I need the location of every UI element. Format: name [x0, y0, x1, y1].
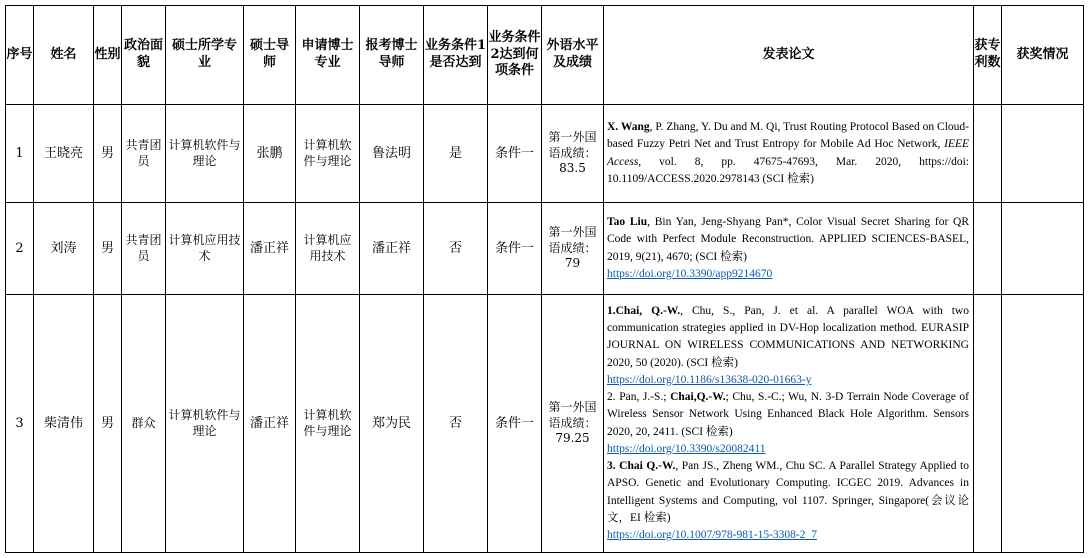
cell-gender: 男 [94, 295, 122, 553]
cell-cond2: 条件一 [488, 105, 542, 203]
cell-name: 柴清伟 [34, 295, 94, 553]
cell-cond2: 条件一 [488, 295, 542, 553]
cell-phd-major: 计算机应用技术 [296, 203, 360, 295]
cell-lang: 第一外国语成绩：83.5 [542, 105, 604, 203]
header-name: 姓名 [34, 6, 94, 105]
table-row [6, 105, 1084, 203]
cell-master-major: 计算机软件与理论 [166, 295, 244, 553]
cell-master-advisor: 张鹏 [244, 105, 296, 203]
cell-paper [604, 295, 974, 553]
cell-awards [1002, 295, 1084, 553]
cell-master-advisor: 潘正祥 [244, 203, 296, 295]
doi-link[interactable]: https://doi.org/10.3390/app9214670 [607, 267, 773, 280]
paper-tail: , vol. 8, pp. 47675-47693, Mar. 2020, https://doi: 10.1109/ACCESS.2020.2978143 (SCI 检索) [607, 155, 969, 185]
header-cond1: 业务条件1是否达到 [424, 6, 488, 105]
paper-author: 3. Chai Q.-W. [607, 460, 676, 472]
cell-patents [974, 105, 1002, 203]
header-lang: 外语水平及成绩 [542, 6, 604, 105]
cell-phd-major: 计算机软件与理论 [296, 105, 360, 203]
paper-pre: 2. Pan, J.-S.; [607, 391, 671, 403]
paper-text: , Chu, S., Pan, J. et al. A parallel WOA with two communication strategies applied in DV-Hop localization method. EURASIP JOURNAL ON WIRELESS COMMUNICATIONS AND NETWORKING 2020, 50 (2020). (SCI 检索) [607, 304, 969, 369]
doi-link[interactable]: https://doi.org/10.1186/s13638-020-01663-y [607, 373, 812, 386]
header-no: 序号 [6, 6, 34, 105]
cell-paper [604, 105, 974, 203]
cell-master-advisor: 潘正祥 [244, 295, 296, 553]
table-row [6, 203, 1084, 295]
cell-politics: 群众 [122, 295, 166, 553]
cell-cond2: 条件一 [488, 203, 542, 295]
paper-entry [607, 389, 969, 458]
header-politics: 政治面貌 [122, 6, 166, 105]
cell-cond1: 否 [424, 203, 488, 295]
cell-no: 3 [6, 295, 34, 553]
doi-link[interactable]: https://doi.org/10.1007/978-981-15-3308-2_7 [607, 529, 817, 541]
header-gender: 性别 [94, 6, 122, 105]
header-phd-advisor: 报考博士导师 [360, 6, 424, 105]
table-row [6, 295, 1084, 553]
paper-text: ; Chu, S.-C.; Wu, N. 3-D Terrain Node Coverage of Wireless Sensor Network Using Enhanced Black Hole Algorithm. Sensors 2020, 20, 2411. (SCI 检索) [607, 391, 969, 438]
cell-patents [974, 203, 1002, 295]
paper-text: , Bin Yan, Jeng-Shyang Pan*, Color Visual Secret Sharing for QR Code with Perfect Module Reconstruction. APPLIED SCIENCES-BASEL, 2019, 9(21), 4670; (SCI 检索) [607, 216, 969, 263]
paper-author: X. Wang [607, 121, 650, 133]
cell-lang: 第一外国语成绩：79.25 [542, 295, 604, 553]
cell-cond1: 是 [424, 105, 488, 203]
paper-author: Tao Liu [607, 216, 648, 228]
cell-phd-advisor: 鲁法明 [360, 105, 424, 203]
cell-patents [974, 295, 1002, 553]
header-patents: 获专利数 [974, 6, 1002, 105]
header-master-major: 硕士所学专业 [166, 6, 244, 105]
cell-lang: 第一外国语成绩：79 [542, 203, 604, 295]
cell-phd-advisor: 潘正祥 [360, 203, 424, 295]
cell-phd-major: 计算机软件与理论 [296, 295, 360, 553]
cell-name: 王晓亮 [34, 105, 94, 203]
cell-politics: 共青团员 [122, 203, 166, 295]
cell-phd-advisor: 郑为民 [360, 295, 424, 553]
header-phd-major: 申请博士专业 [296, 6, 360, 105]
doi-link[interactable]: https://doi.org/10.3390/s20082411 [607, 442, 766, 455]
header-row [6, 6, 1084, 105]
cell-gender: 男 [94, 105, 122, 203]
paper-author: 1.Chai, Q.-W. [607, 304, 681, 317]
paper-entry [607, 458, 969, 544]
cell-no: 2 [6, 203, 34, 295]
cell-awards [1002, 203, 1084, 295]
cell-name: 刘涛 [34, 203, 94, 295]
cell-cond1: 否 [424, 295, 488, 553]
cell-gender: 男 [94, 203, 122, 295]
cell-no: 1 [6, 105, 34, 203]
cell-master-major: 计算机应用技术 [166, 203, 244, 295]
paper-author: Chai,Q.-W. [670, 391, 726, 403]
header-awards: 获奖情况 [1002, 6, 1084, 105]
header-cond2: 业务条件2达到何项条件 [488, 6, 542, 105]
header-papers: 发表论文 [604, 6, 974, 105]
applicant-table [5, 5, 1084, 553]
header-master-advisor: 硕士导师 [244, 6, 296, 105]
cell-master-major: 计算机软件与理论 [166, 105, 244, 203]
cell-paper [604, 203, 974, 295]
cell-awards [1002, 105, 1084, 203]
paper-entry [607, 303, 969, 389]
paper-text: , Pan JS., Zheng WM., Chu SC. A Parallel Strategy Applied to APSO. Genetic and Evolutionary Computing. ICGEC 2019. Advances in Intelligent Systems and Computing, vol 1107. Springer, Singapore(会议论文，EI 检索) [607, 460, 969, 524]
cell-politics: 共青团员 [122, 105, 166, 203]
paper-text: , P. Zhang, Y. Du and M. Qi, Trust Routing Protocol Based on Cloud-based Fuzzy Petri Net and Trust Entropy for Mobile Ad Hoc Network, [607, 121, 970, 151]
paper-journal: IEEE Access [607, 138, 969, 168]
